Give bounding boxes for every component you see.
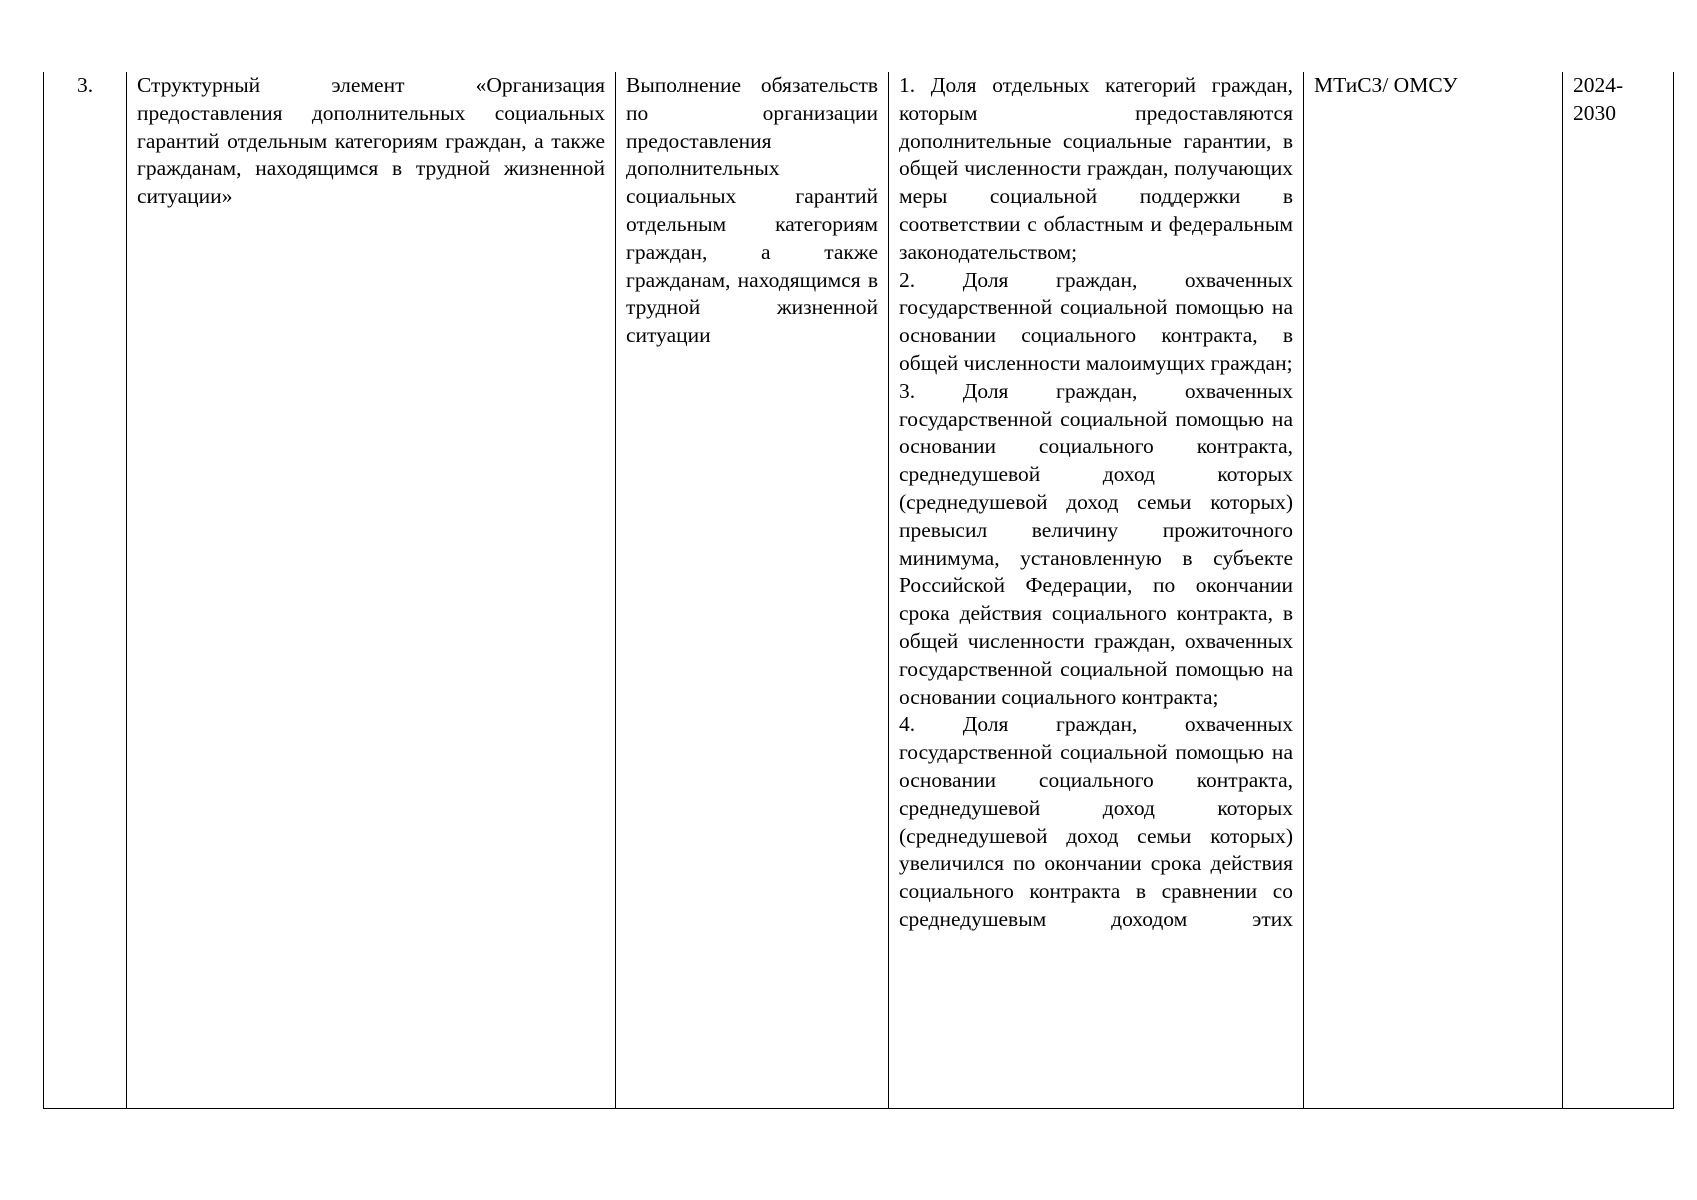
program-structure-table — [43, 72, 1674, 1109]
period-cell — [1563, 72, 1674, 1109]
task-text: Выполнение обязательств по организации предоставления дополнительных социальных гарантий отдельным категориям граждан, а также гражданам, находящимся в трудной жизненной ситуации — [626, 73, 878, 348]
indicator-item: 4. Доля граждан, охваченных государственной социальной помощью на основании социального контракта, среднедушевой доход которых (среднедушевой доход семьи которых) увеличился по окончании срока действия социального контракта в сравнении со среднедушевым доходом этих — [899, 712, 1293, 931]
structural-element-text: Структурный элемент «Организация предоставления дополнительных социальных гарантий отдельным категориям граждан, а также гражданам, находящимся в трудной жизненной ситуации» — [137, 73, 605, 209]
row-number-cell — [44, 72, 127, 1109]
task-cell — [616, 72, 889, 1109]
indicator-item: 2. Доля граждан, охваченных государственной социальной помощью на основании социального контракта, в общей численности малоимущих граждан; — [899, 267, 1293, 375]
row-number: 3. — [76, 73, 94, 97]
responsible-cell — [1304, 72, 1563, 1109]
indicator-item: 3. Доля граждан, охваченных государственной социальной помощью на основании социального контракта, среднедушевой доход которых (среднедушевой доход семьи которых) превысил величину прожиточного минимума, установленную в субъекте Российской Федерации, по окончании срока действия социального контракта, в общей численности граждан, охваченных государственной социальной помощью на основании социального контракта; — [899, 378, 1293, 709]
period-text: 2024-2030 — [1573, 73, 1624, 125]
indicators-cell — [889, 72, 1304, 1109]
responsible-text: МТиСЗ/ ОМСУ — [1314, 73, 1458, 97]
structural-element-cell — [127, 72, 616, 1109]
indicator-item: 1. Доля отдельных категорий граждан, которым предоставляются дополнительные социальные гарантии, в общей численности граждан, получающих меры социальной поддержки в соответствии с областным и федеральным законодательством; — [899, 73, 1293, 264]
table-row — [44, 72, 1674, 1109]
